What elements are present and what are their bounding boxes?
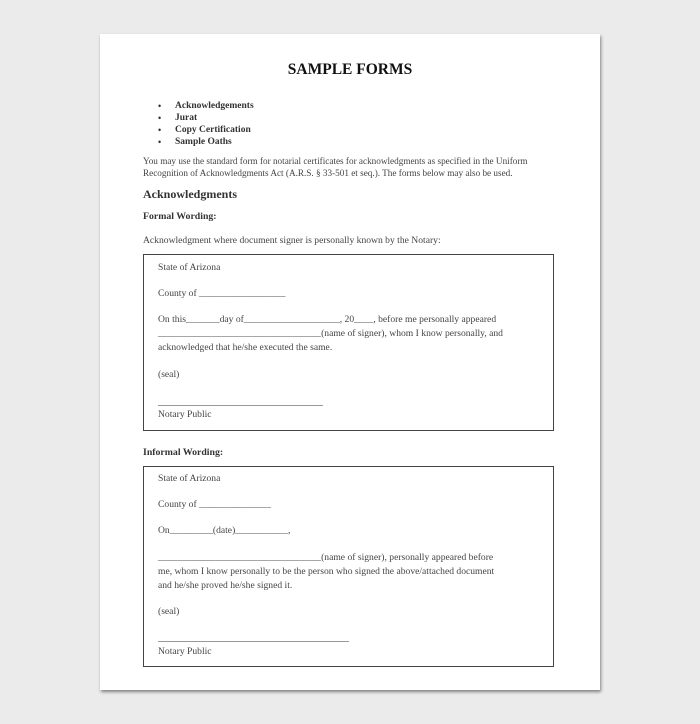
section-heading: Acknowledgments [143,187,238,201]
body-line: __________________________________(name of signer), whom I know personally, and [158,328,503,339]
informal-heading: Informal Wording: [143,447,224,458]
intro-line: You may use the standard form for notarial certificates for acknowledgments as specified in the Uniform [143,156,528,166]
toc-item: • Acknowledgements [158,100,254,112]
county-line: County of _______________ [158,499,271,510]
body-line: me, whom I know personally to be the person who signed the above/attached document [158,566,495,577]
signature-line [158,405,323,406]
signature-line [158,641,349,642]
seal-label: (seal) [158,606,180,617]
toc-item: • Jurat [158,112,254,124]
county-line: County of __________________ [158,288,286,299]
notary-public-label: Notary Public [158,646,212,657]
state-line: State of Arizona [158,262,221,273]
formal-form-box [143,254,554,431]
toc-item: • Sample Oaths [158,136,254,148]
body-line: __________________________________(name of signer), personally appeared before [158,552,494,563]
toc-list [158,100,254,148]
body-line: and he/she proved he/she signed it. [158,580,293,591]
state-line: State of Arizona [158,473,221,484]
document-page [100,34,600,690]
body-line: acknowledged that he/she executed the same. [158,342,333,353]
date-line: On_________(date)___________, [158,525,291,536]
informal-form-box [143,466,554,667]
notary-public-label: Notary Public [158,409,212,420]
formal-heading: Formal Wording: [143,211,217,222]
body-line: On this_______day of____________________, 20____, before me personally appeared [158,314,497,325]
toc-item: • Copy Certification [158,124,254,136]
seal-label: (seal) [158,369,180,380]
intro-paragraph [143,155,563,179]
formal-lead: Acknowledgment where document signer is personally known by the Notary: [143,235,441,246]
intro-line: Recognition of Acknowledgments Act (A.R.S. § 33-501 et seq.). The forms below may also be used. [143,168,513,178]
page-title: SAMPLE FORMS [287,61,413,78]
